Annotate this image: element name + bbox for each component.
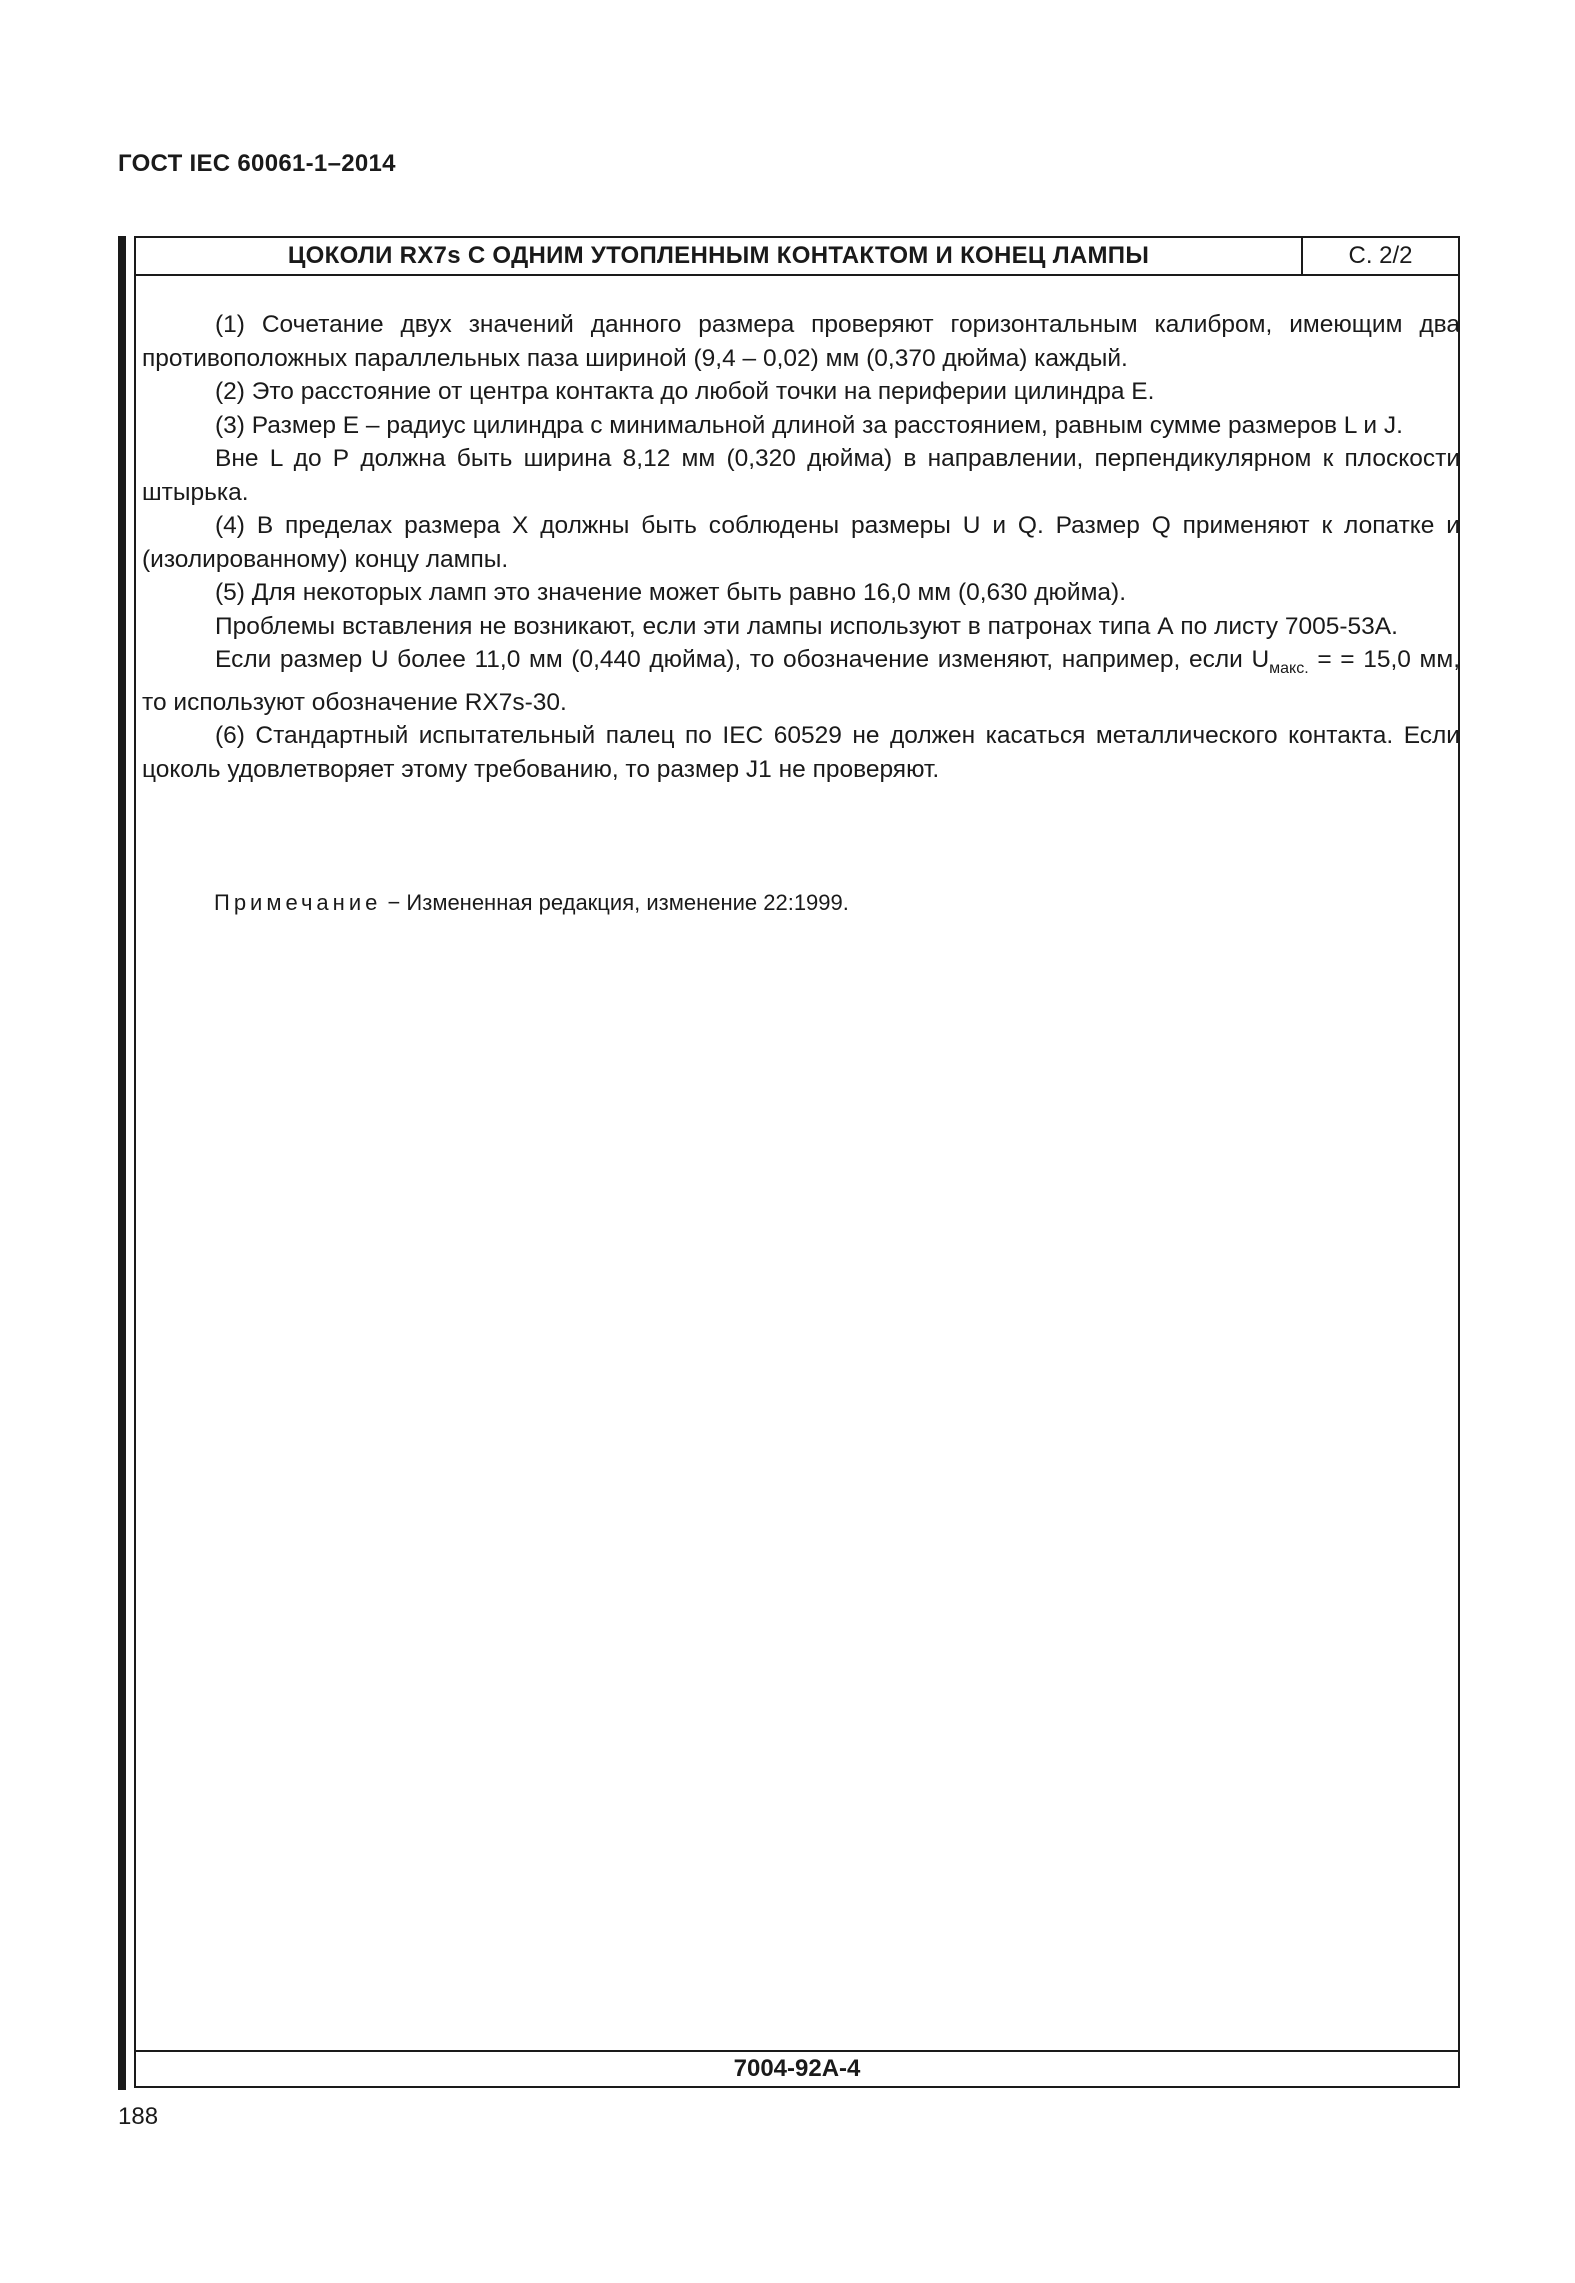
title-row bbox=[136, 238, 1458, 276]
subscript-max: макс. bbox=[1269, 660, 1309, 677]
document-header: ГОСТ IEC 60061-1–2014 bbox=[118, 150, 396, 177]
sheet-page-indicator: С. 2/2 bbox=[1348, 242, 1413, 269]
designation-text-start: Если размер U более 11,0 мм (0,440 дюйма), то обозначение изменяют, например, если U bbox=[215, 646, 1270, 673]
footnote-6: (6) Стандартный испытательный палец по IEC 60529 не должен касаться металлического контакта. Если цоколь удовлетворяет этому требованию, то размер J1 не проверяют. bbox=[142, 722, 1460, 783]
sheet-frame bbox=[134, 236, 1460, 2088]
designation-text-end: = = 15,0 мм, то используют обозначение RX7s-30. bbox=[142, 646, 1460, 716]
footnote-5-continuation: Проблемы вставления не возникают, если эти лампы используют в патронах типа А по листу 7005-53А. bbox=[215, 612, 1398, 640]
left-margin-bar bbox=[118, 236, 126, 2090]
footnote-1: (1) Сочетание двух значений данного размера проверяют горизонтальным калибром, имеющим два противоположных параллельных паза шириной (9,4 – 0,02) мм (0,370 дюйма) каждый. bbox=[142, 311, 1460, 372]
footnote-2: (2) Это расстояние от центра контакта до любой точки на периферии цилиндра Е. bbox=[215, 378, 1155, 405]
note-label: Примечание bbox=[214, 890, 382, 915]
page-number: 188 bbox=[118, 2103, 159, 2130]
footnote-5: (5) Для некоторых ламп это значение может быть равно 16,0 мм (0,630 дюйма). bbox=[215, 579, 1127, 606]
footnote-3: (3) Размер Е – радиус цилиндра с минимальной длиной за расстоянием, равным сумме размеров L и J. bbox=[215, 411, 1403, 439]
note-text: − Измененная редакция, изменение 22:1999. bbox=[381, 890, 849, 915]
footnote-4: (4) В пределах размера X должны быть соблюдены размеры U и Q. Размер Q применяют к лопатке и (изолированному) концу лампы. bbox=[142, 512, 1460, 573]
sheet-title: ЦОКОЛИ RX7s С ОДНИМ УТОПЛЕННЫМ КОНТАКТОМ И КОНЕЦ ЛАМПЫ bbox=[287, 242, 1150, 269]
notes-body bbox=[142, 308, 1460, 786]
note bbox=[214, 888, 849, 918]
footer-row bbox=[136, 2050, 1458, 2086]
footnote-5-designation bbox=[142, 643, 1460, 719]
sheet-number: 7004-92А-4 bbox=[733, 2055, 861, 2082]
footnote-3-continuation: Вне L до Р должна быть ширина 8,12 мм (0,320 дюйма) в направлении, перпендикулярном к плоскости штырька. bbox=[142, 445, 1460, 506]
